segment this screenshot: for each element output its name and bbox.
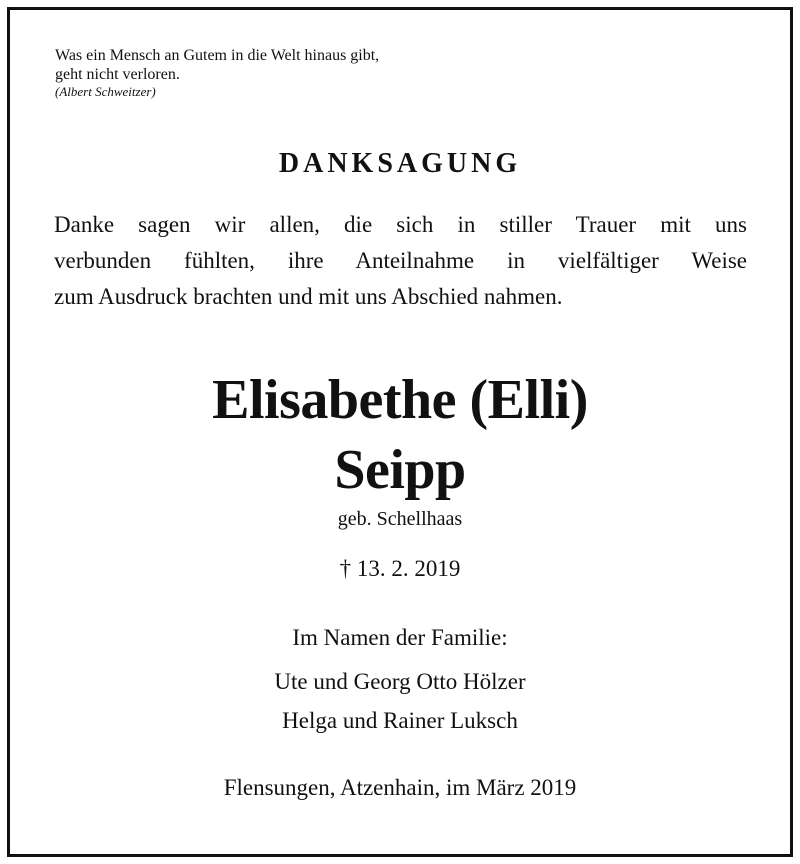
thanks-line-1: Danke sagen wir allen, die sich in stiller Trauer mit uns (54, 212, 747, 237)
death-date: † 13. 2. 2019 (339, 556, 461, 581)
thanks-line-2: verbunden fühlten, ihre Anteilnahme in vielfältiger Weise (54, 248, 747, 273)
place-and-date: Flensungen, Atzenhain, im März 2019 (223, 775, 577, 800)
notice-heading: DANKSAGUNG (278, 148, 522, 179)
deceased-last-name: Seipp (334, 439, 466, 501)
thanks-paragraph (54, 207, 747, 315)
quote-line-2: geht nicht verloren. (55, 66, 180, 83)
family-member-1: Ute und Georg Otto Hölzer (274, 669, 526, 694)
family-member-2: Helga und Rainer Luksch (282, 708, 518, 733)
birth-name: geb. Schellhaas (337, 508, 463, 530)
family-intro: Im Namen der Familie: (292, 625, 508, 650)
deceased-first-name: Elisabethe (Elli) (212, 369, 588, 431)
deceased-name (0, 365, 800, 505)
thanks-line-3: zum Ausdruck brachten und mit uns Abschied nahmen. (54, 284, 563, 309)
quote-line-1: Was ein Mensch an Gutem in die Welt hinaus gibt, (55, 47, 380, 64)
quote-author: (Albert Schweitzer) (55, 84, 156, 99)
epigraph-quote (55, 46, 379, 100)
